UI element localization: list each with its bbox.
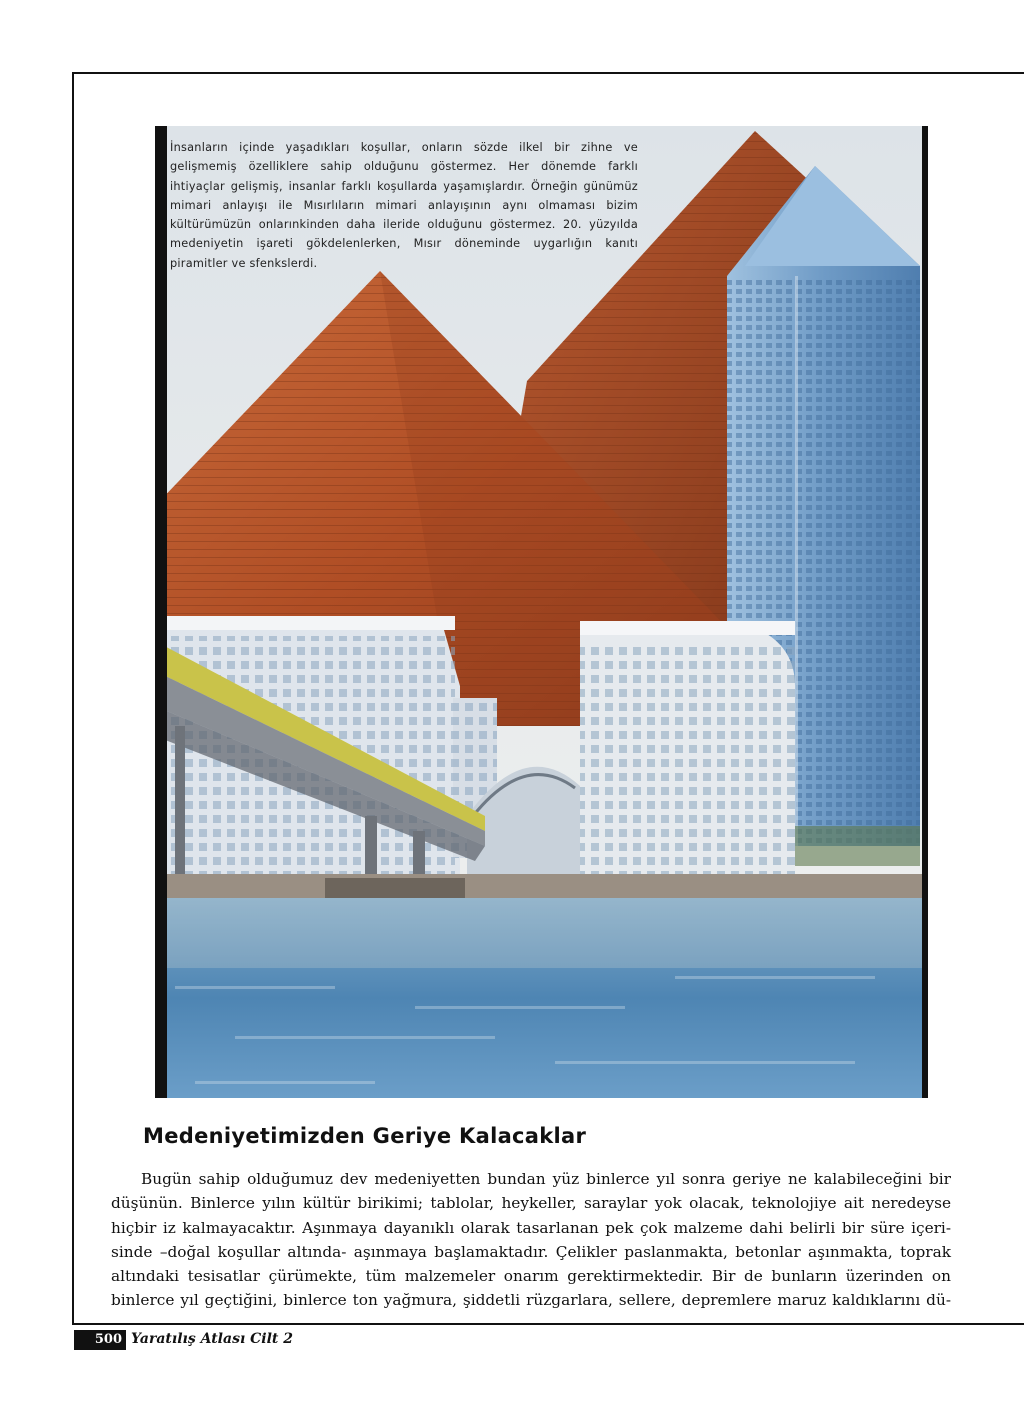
body-line: binlerce yıl geçtiğini, binlerce ton yağmura, şiddetli rüzgarlara, sellere, depremlere maruz kaldıklarını dü- [111,1291,951,1310]
page-frame-bottom [72,1323,1024,1325]
section-heading: Medeniyetimizden Geriye Kalacaklar [143,1124,587,1148]
body-line: düşünün. Binlerce yılın kültür birikimi; tablolar, heykeller, saraylar yok olacak, teknolojiye ait neredeyse [111,1194,951,1213]
body-line: altındaki tesisatlar çürümekte, tüm malzemeler onarım gerektirmektedir. Bir de bunların üzerinden on [111,1267,951,1286]
page-number: 500 [74,1330,126,1350]
page-frame-left [72,72,74,1325]
body-line: hiçbir iz kalmayacaktır. Aşınmaya dayanıklı olarak tasarlanan pek çok malzeme dahi belirli bir süre içeri- [111,1218,951,1237]
body-paragraph [111,1167,951,1313]
photo-border-left [155,126,167,1098]
page-frame-top [72,72,1024,74]
body-line: Bugün sahip olduğumuz dev medeniyetten bundan yüz binlerce yıl sonra geriye ne kalabileceğini bir [141,1170,951,1188]
photo-caption: İnsanların içinde yaşadıkları koşullar, onların sözde ilkel bir zihne ve gelişmemiş özelliklere sahip olduğunu göstermez. Her dönemde farklı ihtiyaçlar gelişmiş, insanlar farklı koşullarda yaşamışlardır. Örneğin günümüz mimari anlayışı ile Mısırlıların mimari anlayışının aynı olmaması bizim kültürümüzün onlarınkinden daha ileride olduğunu göstermez. 20. yüzyılda medeniyetin işareti gökdelenlerken, Mısır döneminde uygarlığın kanıtı piramitler ve sfenkslerdi. [170,141,638,270]
body-line: sinde –doğal koşullar altında- aşınmaya başlamaktadır. Çelikler paslanmakta, betonlar aşınmakta, toprak [111,1242,951,1261]
photo-border-right [922,126,928,1098]
book-title: Yaratılış Atlası Cilt 2 [131,1331,294,1347]
